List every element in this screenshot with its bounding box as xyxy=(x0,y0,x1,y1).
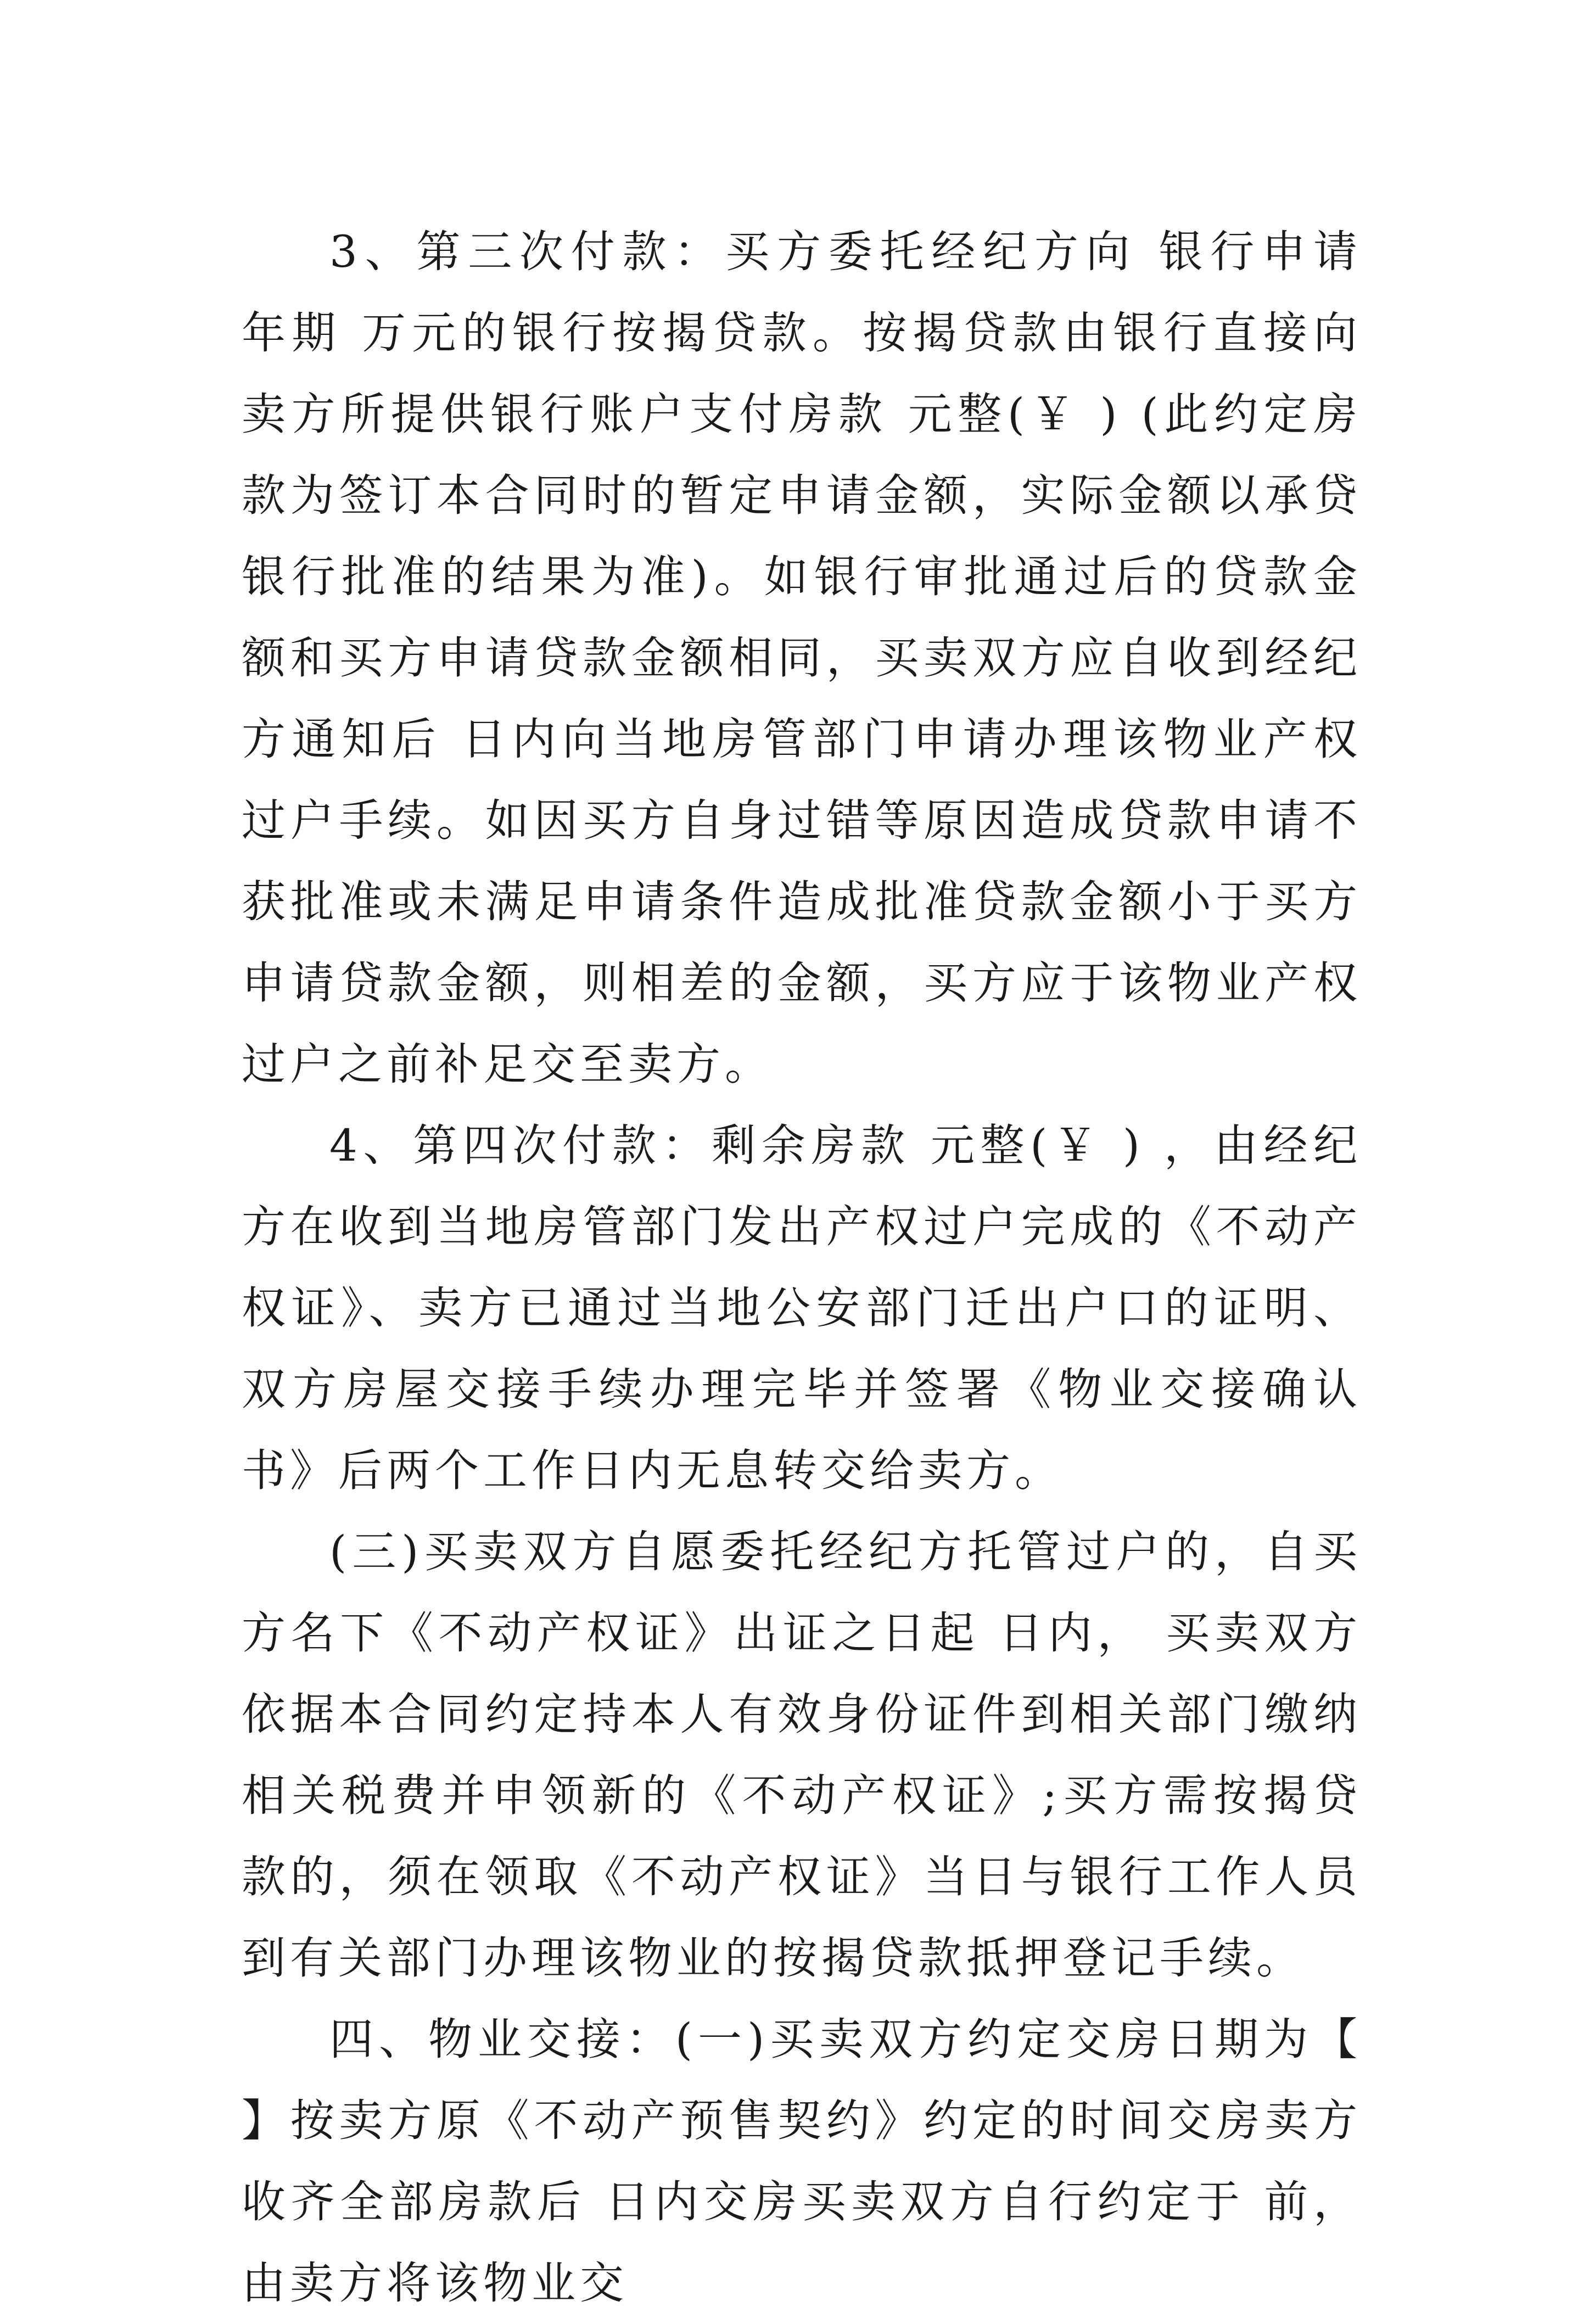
paragraph-property-handover: 四、物业交接：(一)买卖双方约定交房日期为【 】按卖方原《不动产预售契约》约定的时间交房卖方收齐全部房款后 日内交房买卖双方自行约定于 前，由卖方将该物业交 xyxy=(242,2014,1362,2309)
paragraph-third-payment: 3、第三次付款：买方委托经纪方向 银行申请 年期 万元的银行按揭贷款。按揭贷款由银行直接向卖方所提供银行账户支付房款 元整(￥ ) (此约定房款为签订本合同时的暂定申请金额，实际金额以承贷银行批准的结果为准)。如银行审批通过后的贷款金额和买方申请贷款金额相同，买卖双方应自收到经纪方通知后 日内向当地房管部门申请办理该物业产权过户手续。如因买方自身过错等原因造成贷款申请不获批准或未满足申请条件造成批准贷款金额小于买方申请贷款金额，则相差的金额，买方应于该物业产权过户之前补足交至卖方。 xyxy=(242,226,1362,1090)
document-body xyxy=(242,211,1362,2324)
paragraph-fourth-payment: 4、第四次付款：剩余房款 元整(￥ ) ，由经纪方在收到当地房管部门发出产权过户完成的《不动产权证》、卖方已通过当地公安部门迁出户口的证明、双方房屋交接手续办理完毕并签署《物业交接确认书》后两个工作日内无息转交给卖方。 xyxy=(242,1120,1362,1496)
paragraph-transfer-entrustment: (三)买卖双方自愿委托经纪方托管过户的，自买方名下《不动产权证》出证之日起 日内， 买卖双方依据本合同约定持本人有效身份证件到相关部门缴纳相关税费并申领新的《不动产权证》;买方需按揭贷款的，须在领取《不动产权证》当日与银行工作人员到有关部门办理该物业的按揭贷款抵押登记手续。 xyxy=(242,1526,1362,1984)
